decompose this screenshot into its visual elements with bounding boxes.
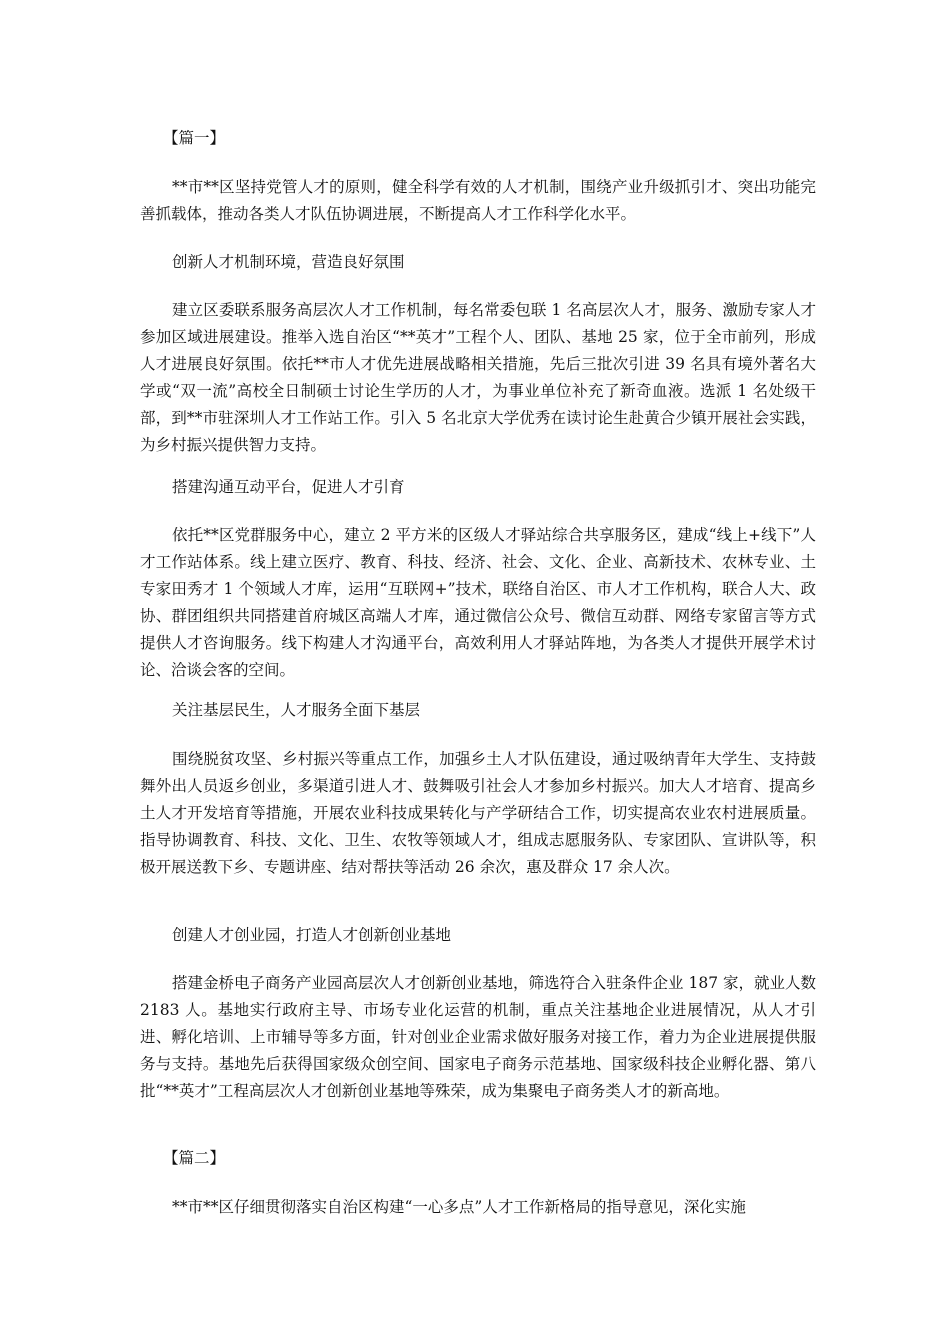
paragraph-park: 搭建金桥电子商务产业园高层次人才创新创业基地，筛选符合入驻条件企业 187 家，就业人数 2183 人。基地实行政府主导、市场专业化运营的机制，重点关注基地企业进展情况，从人才引进、孵化培训、上市辅导等多方面，针对创业企业需求做好服务对接工作，着力为企业进展提供服务与支持。基地先后获得国家级众创空间、国家电子商务示范基地、国家级科技企业孵化器、第八批“**英才”工程高层次人才创新创业基地等殊荣，成为集聚电子商务类人才的新高地。 [140,974,816,1100]
heading-entrepreneurship-park: 创建人才创业园，打造人才创新创业基地 [172,926,452,944]
section-two-intro: **市**区仔细贯彻落实自治区构建“一心多点”人才工作新格局的指导意见，深化实施 [172,1198,746,1216]
paragraph-platform: 依托**区党群服务中心，建立 2 平方米的区级人才驿站综合共享服务区，建成“线上+线下”人才工作站体系。线上建立医疗、教育、科技、经济、社会、文化、企业、高新技术、农林专业、土专家田秀才 1 个领域人才库，运用“互联网+”技术，联络自治区、市人才工作机构，联合人大、政协、群团组织共同搭建首府城区高端人才库，通过微信公众号、微信互动群、网络专家留言等方式提供人才咨询服务。线下构建人才沟通平台，高效利用人才驿站阵地，为各类人才提供开展学术讨论、洽谈会客的空间。 [140,526,816,679]
heading-communication-platform: 搭建沟通互动平台，促进人才引育 [172,478,405,496]
section-two-title: 【篇二】 [163,1149,226,1167]
intro-paragraph: **市**区坚持党管人才的原则，健全科学有效的人才机制，围绕产业升级抓引才、突出功能完善抓载体，推动各类人才队伍协调进展，不断提高人才工作科学化水平。 [140,178,816,223]
paragraph-mechanism: 建立区委联系服务高层次人才工作机制，每名常委包联 1 名高层次人才，服务、激励专家人才参加区域进展建设。推举入选自治区“**英才”工程个人、团队、基地 25 家，位于全市前列，形成人才进展良好氛围。依托**市人才优先进展战略相关措施，先后三批次引进 39 名具有境外著名大学或“双一流”高校全日制硕士讨论生学历的人才，为事业单位补充了新奇血液。选派 1 名处级干部，到**市驻深圳人才工作站工作。引入 5 名北京大学优秀在读讨论生赴黄合少镇开展社会实践，为乡村振兴提供智力支持。 [140,301,816,454]
heading-innovation-mechanism: 创新人才机制环境，营造良好氛围 [172,253,405,271]
heading-grassroots: 关注基层民生，人才服务全面下基层 [172,701,421,719]
section-one-title: 【篇一】 [163,129,226,147]
paragraph-grassroots: 围绕脱贫攻坚、乡村振兴等重点工作，加强乡土人才队伍建设，通过吸纳青年大学生、支持鼓舞外出人员返乡创业，多渠道引进人才、鼓舞吸引社会人才参加乡村振兴。加大人才培育、提高乡土人才开发培育等措施，开展农业科技成果转化与产学研结合工作，切实提高农业农村进展质量。指导协调教育、科技、文化、卫生、农牧等领域人才，组成志愿服务队、专家团队、宣讲队等，积极开展送教下乡、专题讲座、结对帮扶等活动 26 余次，惠及群众 17 余人次。 [140,750,816,876]
